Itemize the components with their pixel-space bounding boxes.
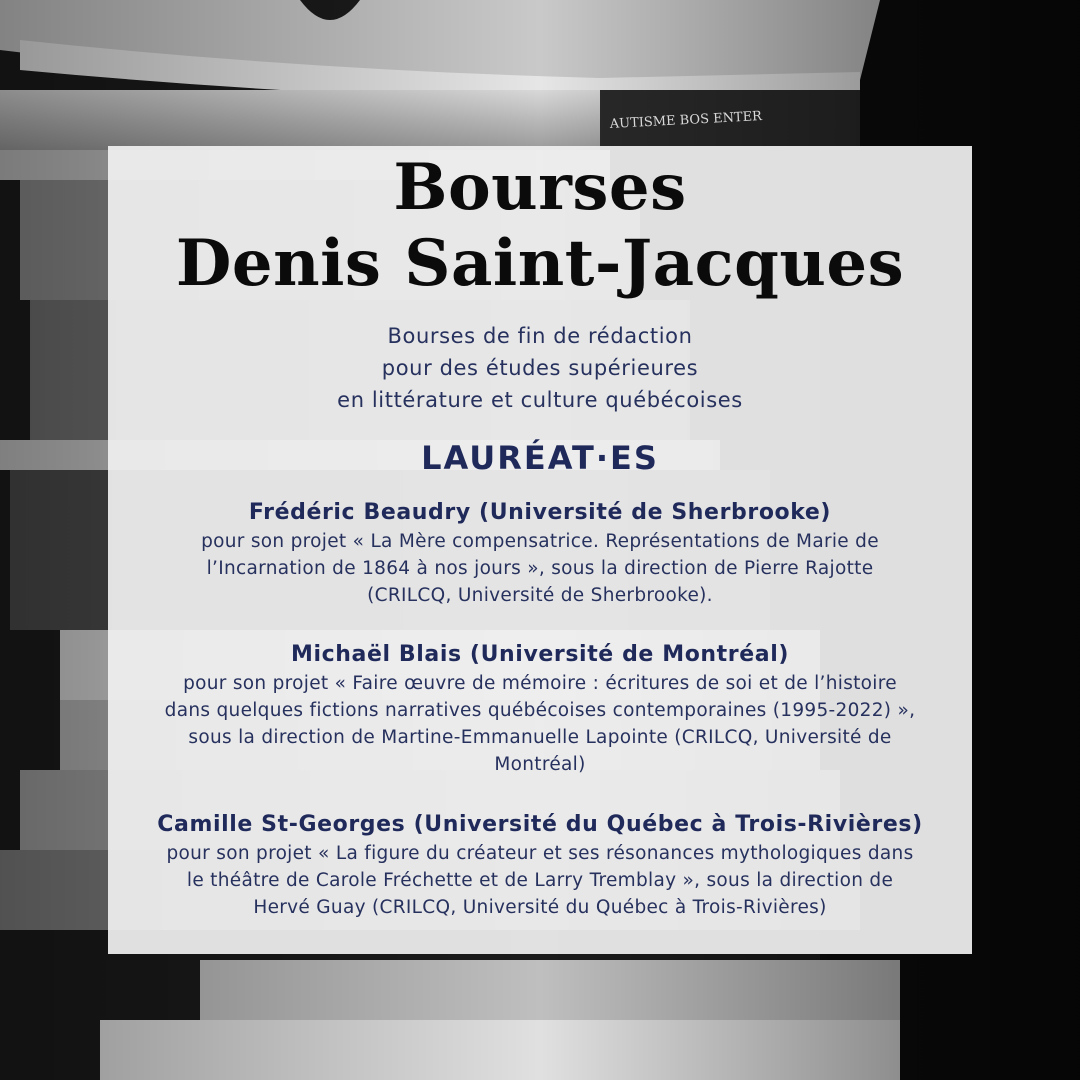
description-line: pour son projet « Faire œuvre de mémoire : écritures de soi et de l’histoire [183,673,897,694]
description-line: pour son projet « La Mère compensatrice. Représentations de Marie de [201,531,879,552]
laureate-entry [118,810,962,921]
title-line-1: Bourses [393,150,687,225]
subtitle [108,320,972,416]
laureate-entry [118,498,962,609]
laureates-heading: LAURÉAT·ES [421,439,659,477]
laureate-description [118,840,962,921]
laureate-description [118,670,962,778]
laureate-entry [118,640,962,778]
info-card [108,146,972,954]
laureate-name: Camille St-Georges (Université du Québec à Trois-Rivières) [157,812,923,837]
subtitle-line-3: en littérature et culture québécoises [337,388,743,412]
page-title [108,150,972,302]
description-line: le théâtre de Carole Fréchette et de Larry Tremblay », sous la direction de [186,870,894,891]
description-line: dans quelques fictions narratives québécoises contemporaines (1995-2022) », [164,700,916,721]
description-line: (CRILCQ, Université de Sherbrooke). [367,585,713,606]
description-line: Montréal) [494,754,586,775]
subtitle-line-2: pour des études supérieures [381,356,699,380]
description-line: sous la direction de Martine-Emmanuelle Lapointe (CRILCQ, Université de [188,727,892,748]
book-spine-text: AUTISME BOS ENTER [609,109,763,132]
subtitle-line-1: Bourses de fin de rédaction [387,324,693,348]
description-line: Hervé Guay (CRILCQ, Université du Québec à Trois-Rivières) [253,897,827,918]
title-line-2: Denis Saint-Jacques [175,226,905,301]
description-line: pour son projet « La figure du créateur et ses résonances mythologiques dans [166,843,914,864]
laureate-description [118,528,962,609]
description-line: l’Incarnation de 1864 à nos jours », sous la direction de Pierre Rajotte [206,558,874,579]
laureate-name: Michaël Blais (Université de Montréal) [290,642,790,667]
laureate-name: Frédéric Beaudry (Université de Sherbrooke) [248,500,832,525]
